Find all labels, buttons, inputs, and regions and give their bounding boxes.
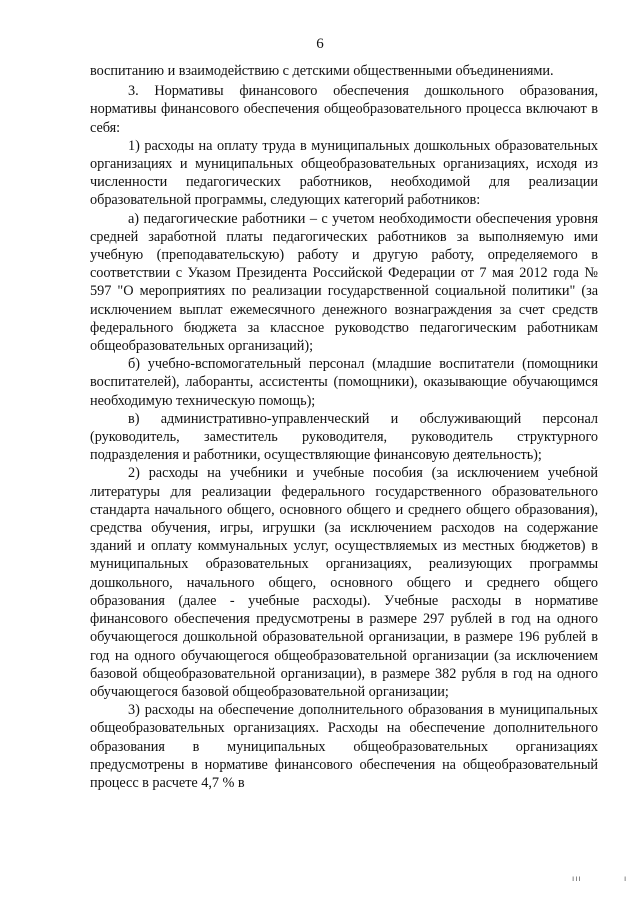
paragraph-section-3: 3. Нормативы финансового обеспечения дошкольного образования, нормативы финансового обеспечения общеобразовательного процесса включают в себя: bbox=[90, 83, 598, 136]
paragraph-item-1b: б) учебно-вспомогательный персонал (младшие воспитатели (помощники воспитателей), лаборанты, ассистенты (помощники), оказывающие обучающимся необходимую техническую помощь); bbox=[90, 356, 598, 409]
paragraph-item-1c: в) административно-управленческий и обслуживающий персонал (руководитель, заместитель руководителя, руководитель структурного подразделения и работники, осуществляющие финансовую деятельность); bbox=[90, 410, 598, 464]
page-number: 6 bbox=[316, 36, 324, 52]
paragraph-item-1a: а) педагогические работники – с учетом необходимости обеспечения уровня средней заработной платы педагогических работников за выполняемую ими учебную (преподавательскую) работу и другую работу, определяемого в соответствии с Указом Президента Российской Федерации от 7 мая 2012 года № 597 "О мероприятиях по реализации государственной социальной политики" (за исключением выплат ежемесячного денежного вознаграждения за счет средств федерального бюджета за классное руководство педагогическим работникам общеобразовательных организаций); bbox=[90, 210, 598, 355]
footer-mark-left: ııı bbox=[572, 874, 582, 883]
paragraph-continuation: воспитанию и взаимодействию с детскими общественными объединениями. bbox=[90, 63, 554, 79]
footer-mark-right: ı bbox=[624, 874, 628, 883]
paragraph-item-2: 2) расходы на учебники и учебные пособия (за исключением учебной литературы для реализации федерального государственного образовательного стандарта начального общего, основного общего и среднего общего образования), средства обучения, игры, игрушки (за исключением расходов на содержание зданий и оплату коммунальных услуг, осуществляемых из местных бюджетов) в муниципальных образовательных организациях, реализующих программы дошкольного, начального общего, основного общего и среднего общего образования (далее - учебные расходы). Учебные расходы в нормативе финансового обеспечения предусмотрены в размере 297 рублей в год на одного обучающегося дошкольной образовательной организации, в размере 196 рублей в год на одного обучающегося общеобразовательной организации (за исключением базовой общеобразовательной организации), в размере 382 рубля в год на одного обучающегося базовой общеобразовательной организации; bbox=[90, 465, 598, 700]
document-body bbox=[90, 62, 598, 792]
paragraph-item-3: 3) расходы на обеспечение дополнительного образования в муниципальных общеобразовательных организациях. Расходы на обеспечение дополнительного образования в муниципальных общеобразовательных организациях предусмотрены в нормативе финансового обеспечения на общеобразовательный процесс в расчете 4,7 % в bbox=[90, 702, 598, 791]
paragraph-item-1: 1) расходы на оплату труда в муниципальных дошкольных образовательных организациях и муниципальных общеобразовательных организациях, исходя из численности педагогических работников, необходимой для реализации образовательной программы, следующих категорий работников: bbox=[90, 137, 598, 209]
